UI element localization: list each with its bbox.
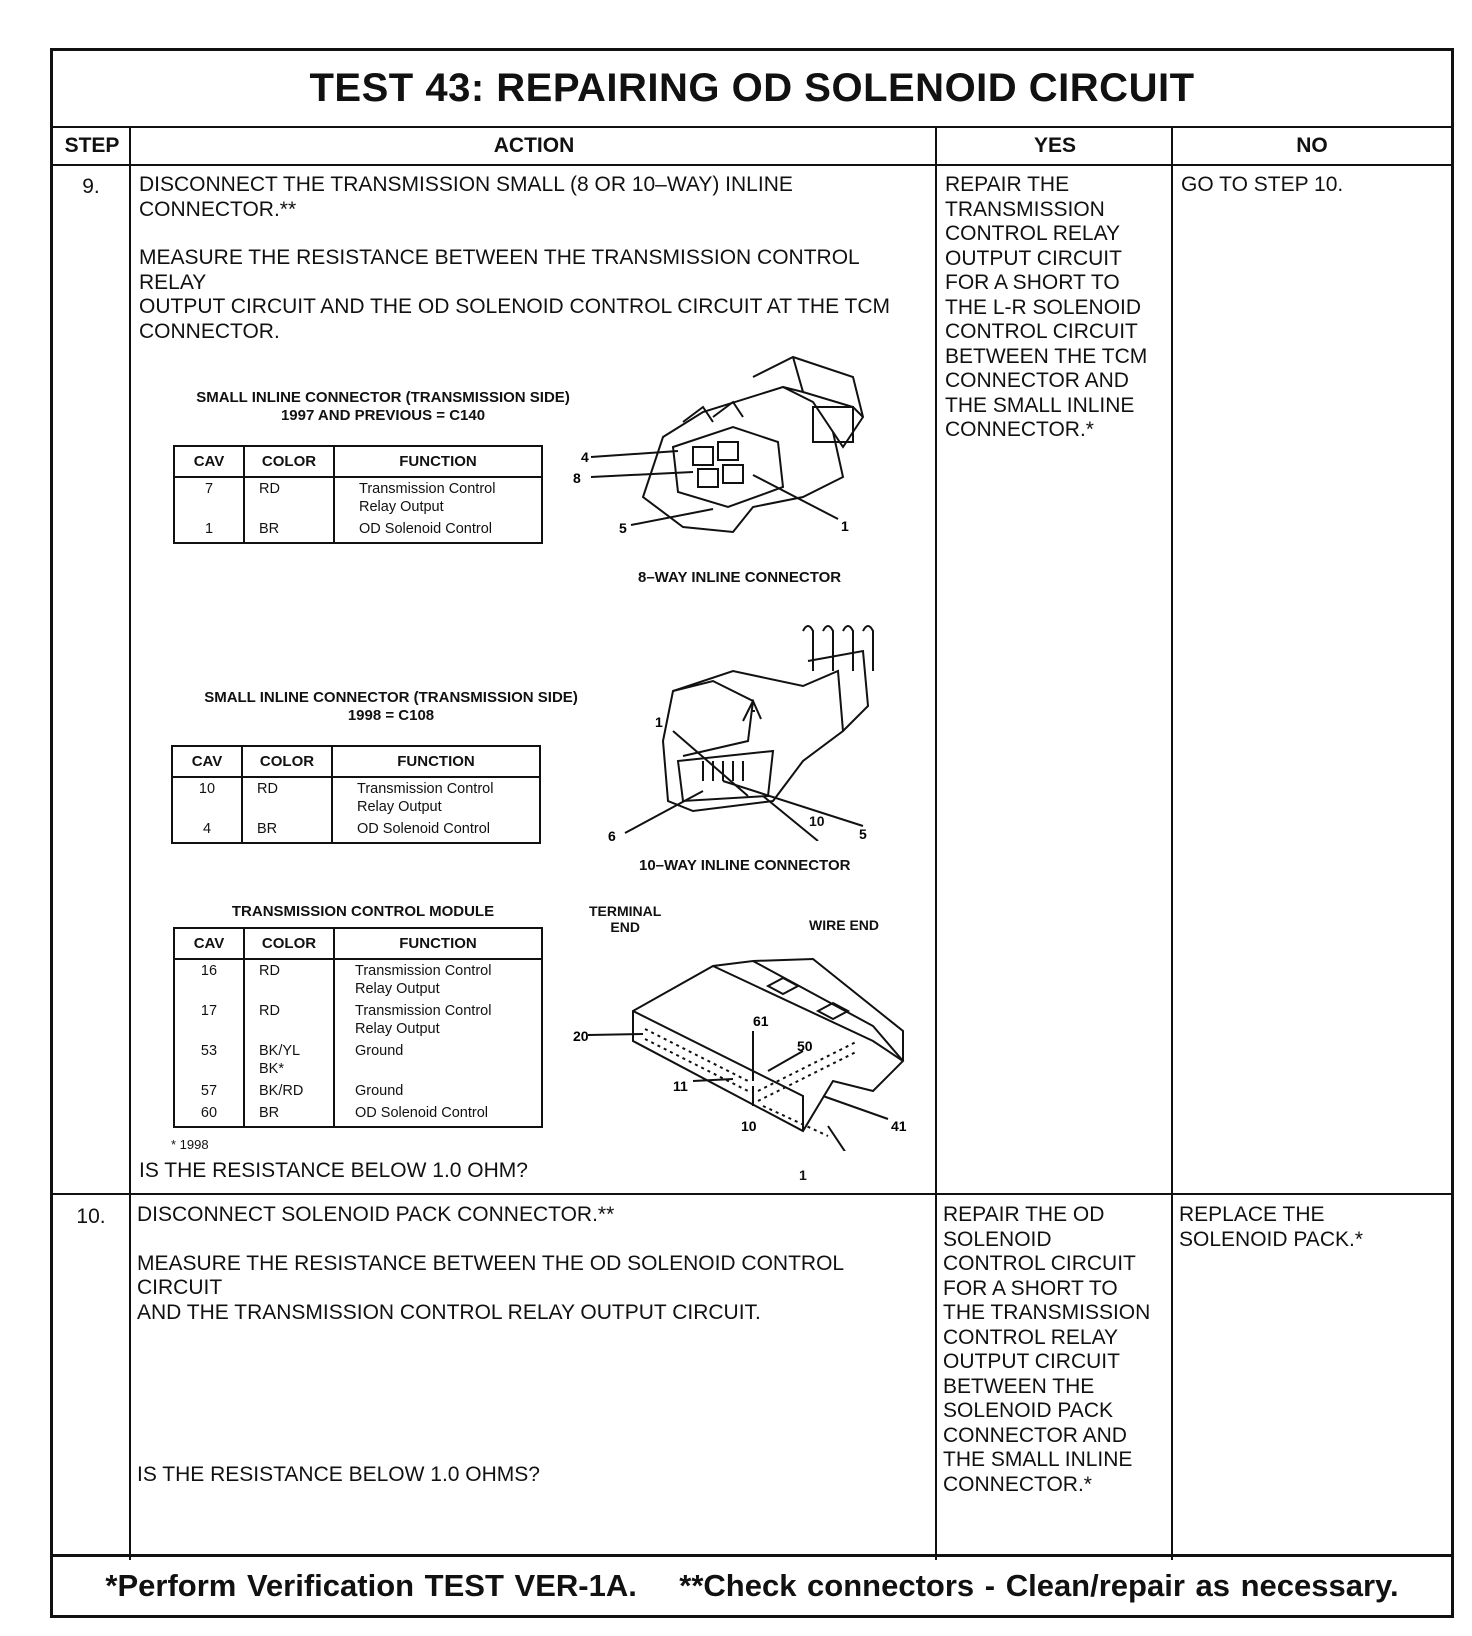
- column-divider: [935, 126, 937, 1560]
- column-divider: [1171, 126, 1173, 1560]
- function-cell: OD Solenoid Control: [334, 518, 542, 543]
- cav-cell: 60: [174, 1102, 244, 1127]
- step-10-action: [137, 1203, 931, 1349]
- step-9-action-measure: MEASURE THE RESISTANCE BETWEEN THE TRANSMISSION CONTROL RELAY OUTPUT CIRCUIT AND THE OD SOLENOID CONTROL CIRCUIT AT THE TCM CONNECTOR.: [139, 246, 891, 343]
- 10-way-connector-icon: [625, 626, 873, 841]
- table-row: [174, 518, 542, 543]
- pin-label: 5: [619, 520, 627, 536]
- table-row: [174, 1040, 542, 1080]
- col-color: COLOR: [244, 928, 334, 959]
- table-row: [172, 818, 540, 843]
- color-cell: RD: [244, 477, 334, 518]
- column-divider: [129, 126, 131, 1560]
- tcm-heading: TRANSMISSION CONTROL MODULE: [231, 903, 495, 920]
- color-cell: RD: [244, 1000, 334, 1040]
- function-cell: OD Solenoid Control: [332, 818, 540, 843]
- function-cell: Transmission Control Relay Output: [334, 1000, 542, 1040]
- table-row: [174, 1080, 542, 1102]
- col-function: FUNCTION: [334, 928, 542, 959]
- c108-table: [171, 745, 541, 844]
- function-cell: Transmission Control Relay Output: [334, 477, 542, 518]
- step-10-action-disconnect: DISCONNECT SOLENOID PACK CONNECTOR.**: [137, 1203, 615, 1226]
- col-cav: CAV: [174, 446, 244, 477]
- header-step: STEP: [53, 126, 131, 166]
- 10-way-connector-drawing: [573, 611, 883, 841]
- step-10-question: IS THE RESISTANCE BELOW 1.0 OHMS?: [137, 1463, 540, 1486]
- cav-cell: 10: [172, 777, 242, 818]
- col-function: FUNCTION: [332, 746, 540, 777]
- pin-label: 5: [859, 826, 867, 841]
- table-row: [174, 477, 542, 518]
- table-row: [174, 1000, 542, 1040]
- color-cell: BK/YL BK*: [244, 1040, 334, 1080]
- step-9-no: GO TO STEP 10.: [1181, 173, 1344, 196]
- terminal-end-label: TERMINAL END: [589, 903, 662, 935]
- page-title: TEST 43: REPAIRING OD SOLENOID CIRCUIT: [53, 51, 1451, 128]
- header-no: NO: [1173, 126, 1451, 166]
- c140-heading-line2: 1997 AND PREVIOUS = C140: [280, 407, 486, 424]
- c108-heading-line2: 1998 = C108: [347, 707, 435, 724]
- c140-heading-line1: SMALL INLINE CONNECTOR (TRANSMISSION SIDE): [196, 389, 570, 406]
- step-10-no: REPLACE THE SOLENOID PACK.*: [1179, 1203, 1363, 1251]
- footer-note: *Perform Verification TEST VER-1A. **Check connectors - Clean/repair as necessary.: [53, 1554, 1451, 1615]
- 8-way-caption: 8–WAY INLINE CONNECTOR: [638, 569, 842, 586]
- step-9-number: 9.: [82, 175, 100, 198]
- color-cell: RD: [244, 959, 334, 1000]
- table-row: [174, 1102, 542, 1127]
- col-cav: CAV: [174, 928, 244, 959]
- pin-label: 61: [753, 1013, 769, 1029]
- test-43-sheet: [50, 48, 1454, 1618]
- 8-way-connector-drawing: [553, 347, 893, 547]
- header-action: ACTION: [131, 126, 937, 166]
- color-cell: RD: [242, 777, 332, 818]
- 10-way-caption: 10–WAY INLINE CONNECTOR: [639, 857, 851, 874]
- pin-label: 1: [841, 518, 849, 534]
- color-cell: BR: [244, 1102, 334, 1127]
- 8-way-connector-icon: [591, 357, 863, 532]
- cav-cell: 17: [174, 1000, 244, 1040]
- pin-label: 4: [581, 449, 589, 465]
- header-yes: YES: [937, 126, 1173, 166]
- cav-cell: 7: [174, 477, 244, 518]
- step-9-question: IS THE RESISTANCE BELOW 1.0 OHM?: [139, 1159, 528, 1182]
- pin-label: 20: [573, 1028, 589, 1044]
- step-9-action-disconnect: DISCONNECT THE TRANSMISSION SMALL (8 OR 10–WAY) INLINE CONNECTOR.**: [139, 173, 793, 221]
- wire-end-label: WIRE END: [809, 917, 879, 933]
- function-cell: OD Solenoid Control: [334, 1102, 542, 1127]
- cav-cell: 53: [174, 1040, 244, 1080]
- step-10-number: 10.: [76, 1205, 106, 1228]
- color-cell: BR: [242, 818, 332, 843]
- pin-label: 1: [799, 1167, 807, 1183]
- cav-cell: 4: [172, 818, 242, 843]
- color-cell: BK/RD: [244, 1080, 334, 1102]
- table-row: [174, 959, 542, 1000]
- step-9-yes: REPAIR THE TRANSMISSION CONTROL RELAY OUTPUT CIRCUIT FOR A SHORT TO THE L-R SOLENOID CONTROL CIRCUIT BETWEEN THE TCM CONNECTOR AND THE SMALL INLINE CONNECTOR.*: [945, 173, 1148, 441]
- c108-heading: [171, 689, 611, 725]
- pin-label: 10: [809, 813, 825, 829]
- function-cell: Transmission Control Relay Output: [334, 959, 542, 1000]
- col-color: COLOR: [244, 446, 334, 477]
- pin-label: 10: [741, 1118, 757, 1134]
- c108-heading-line1: SMALL INLINE CONNECTOR (TRANSMISSION SIDE): [204, 689, 578, 706]
- row-divider: [53, 1193, 1451, 1195]
- pin-label: 6: [608, 828, 616, 841]
- tcm-table: [173, 927, 543, 1128]
- pin-label: 1: [655, 714, 663, 730]
- c140-heading: [163, 389, 603, 425]
- pin-label: 11: [673, 1078, 688, 1094]
- c140-table: [173, 445, 543, 544]
- pin-label: 41: [891, 1118, 907, 1134]
- table-row: [172, 777, 540, 818]
- pin-label: 50: [797, 1038, 813, 1054]
- pin-label: 8: [573, 470, 581, 486]
- tcm-connector-drawing: [573, 931, 923, 1151]
- step-10-yes: REPAIR THE OD SOLENOID CONTROL CIRCUIT FOR A SHORT TO THE TRANSMISSION CONTROL RELAY OUTPUT CIRCUIT BETWEEN THE SOLENOID PACK CONNECTOR AND THE SMALL INLINE CONNECTOR.*: [943, 1203, 1151, 1496]
- footnote-1998: * 1998: [171, 1137, 209, 1152]
- color-cell: BR: [244, 518, 334, 543]
- cav-cell: 16: [174, 959, 244, 1000]
- col-color: COLOR: [242, 746, 332, 777]
- step-9-action: [139, 173, 929, 368]
- function-cell: Transmission Control Relay Output: [332, 777, 540, 818]
- col-cav: CAV: [172, 746, 242, 777]
- function-cell: Ground: [334, 1040, 542, 1080]
- col-function: FUNCTION: [334, 446, 542, 477]
- step-10-action-measure: MEASURE THE RESISTANCE BETWEEN THE OD SOLENOID CONTROL CIRCUIT AND THE TRANSMISSION CONTROL RELAY OUTPUT CIRCUIT.: [137, 1251, 844, 1324]
- function-cell: Ground: [334, 1080, 542, 1102]
- cav-cell: 1: [174, 518, 244, 543]
- cav-cell: 57: [174, 1080, 244, 1102]
